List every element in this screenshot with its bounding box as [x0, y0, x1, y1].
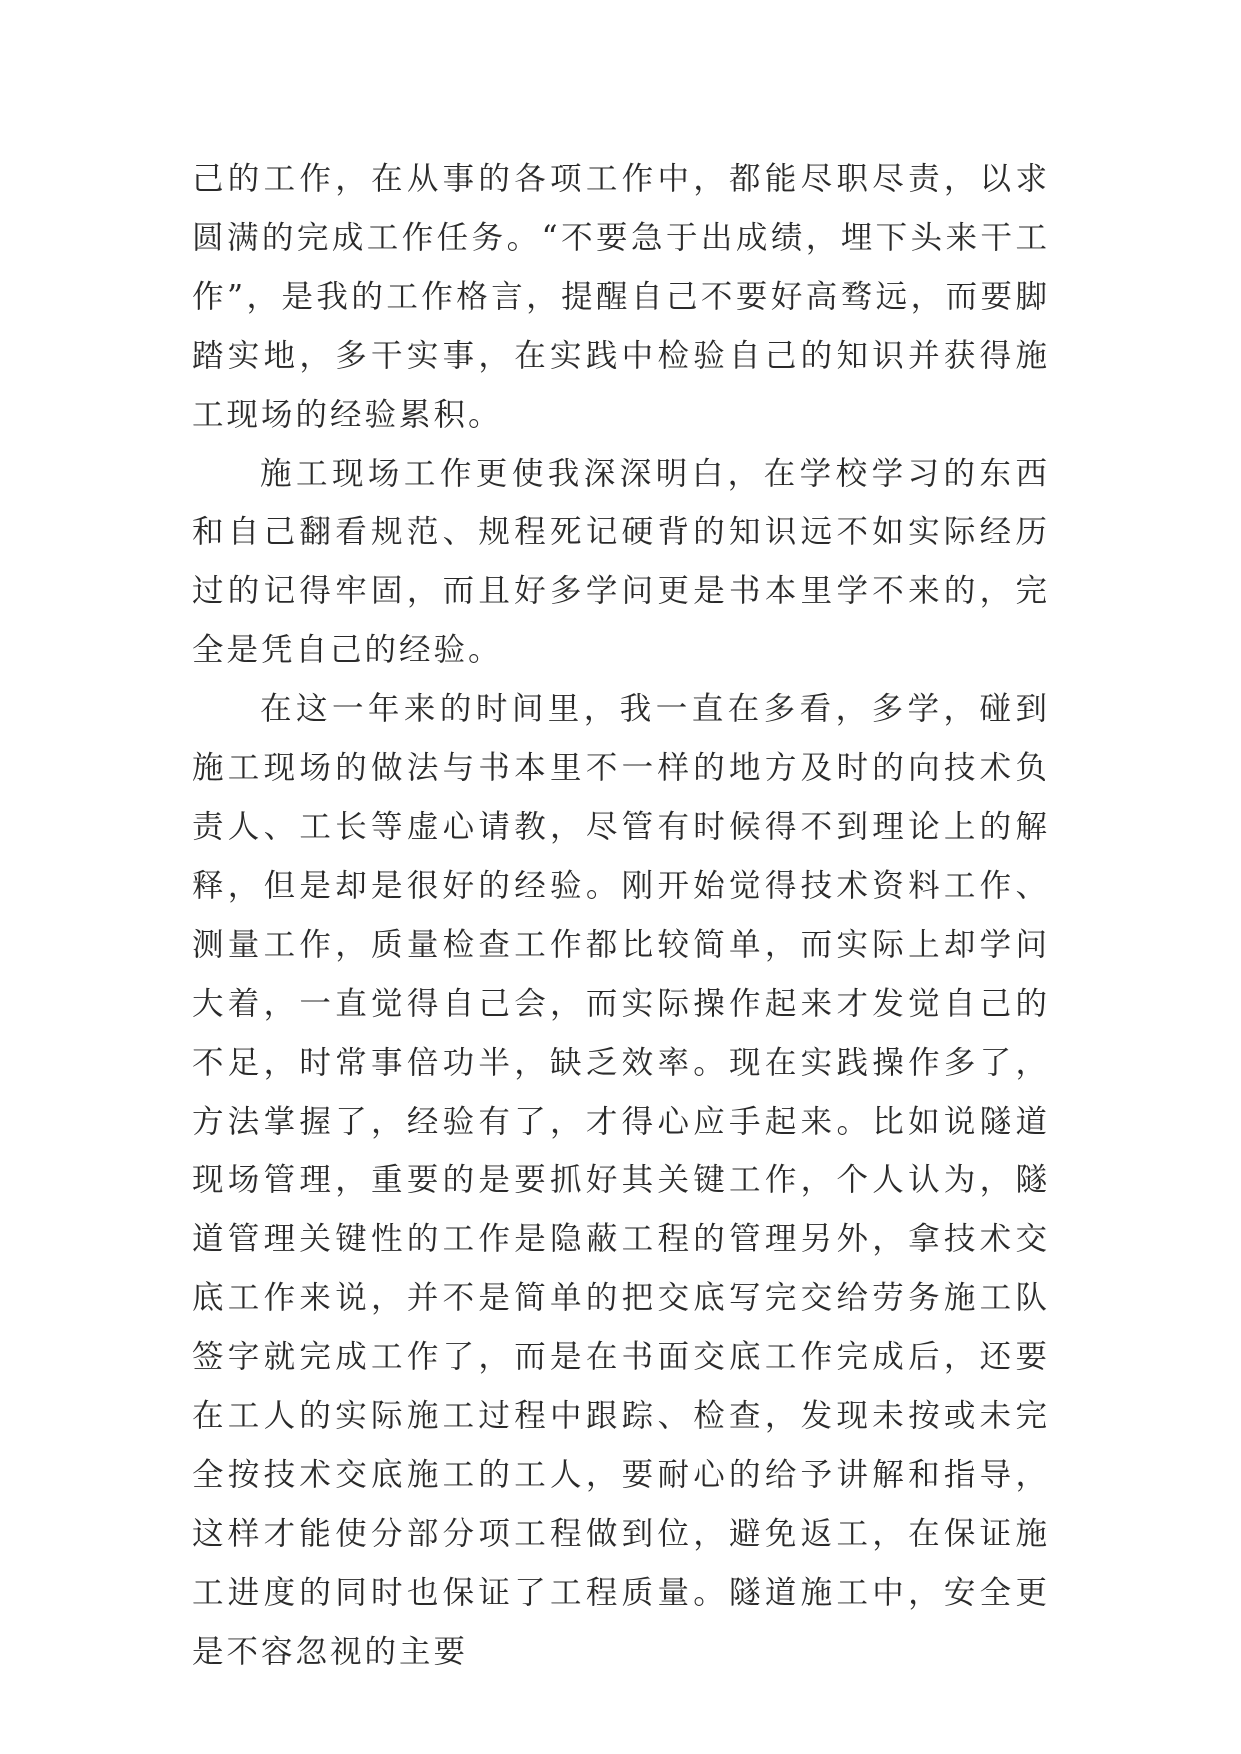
paragraph-tunnel-management: 在这一年来的时间里，我一直在多看，多学，碰到施工现场的做法与书本里不一样的地方及时的向技术负责人、工长等虚心请教，尽管有时候得不到理论上的解释，但是却是很好的经验。刚开始觉得技术资料工作、测量工作，质量检查工作都比较简单，而实际上却学问大着，一直觉得自己会，而实际操作起来才发觉自己的不足，时常事倍功半，缺乏效率。现在实践操作多了，方法掌握了，经验有了，才得心应手起来。比如说隧道现场管理，重要的是要抓好其关键工作，个人认为，隧道管理关键性的工作是隐蔽工程的管理另外，拿技术交底工作来说，并不是简单的把交底写完交给劳务施工队签字就完成工作了，而是在书面交底工作完成后，还要在工人的实际施工过程中跟踪、检查，发现未按或未完全按技术交底施工的工人，要耐心的给予讲解和指导，这样才能使分部分项工程做到位，避免返工，在保证施工进度的同时也保证了工程质量。隧道施工中，安全更是不容忽视的主要 [192, 691, 1050, 1670]
paragraph-work-motto: 己的工作，在从事的各项工作中，都能尽职尽责，以求圆满的完成工作任务。“不要急于出成绩，埋下头来干工作”，是我的工作格言，提醒自己不要好高骛远，而要脚踏实地，多干实事，在实践中检验自己的知识并获得施工现场的经验累积。 [192, 161, 1050, 433]
body-text [192, 150, 1050, 1682]
paragraph-site-experience: 施工现场工作更使我深深明白，在学校学习的东西和自己翻看规范、规程死记硬背的知识远不如实际经历过的记得牢固，而且好多学问更是书本里学不来的，完全是凭自己的经验。 [192, 455, 1050, 669]
